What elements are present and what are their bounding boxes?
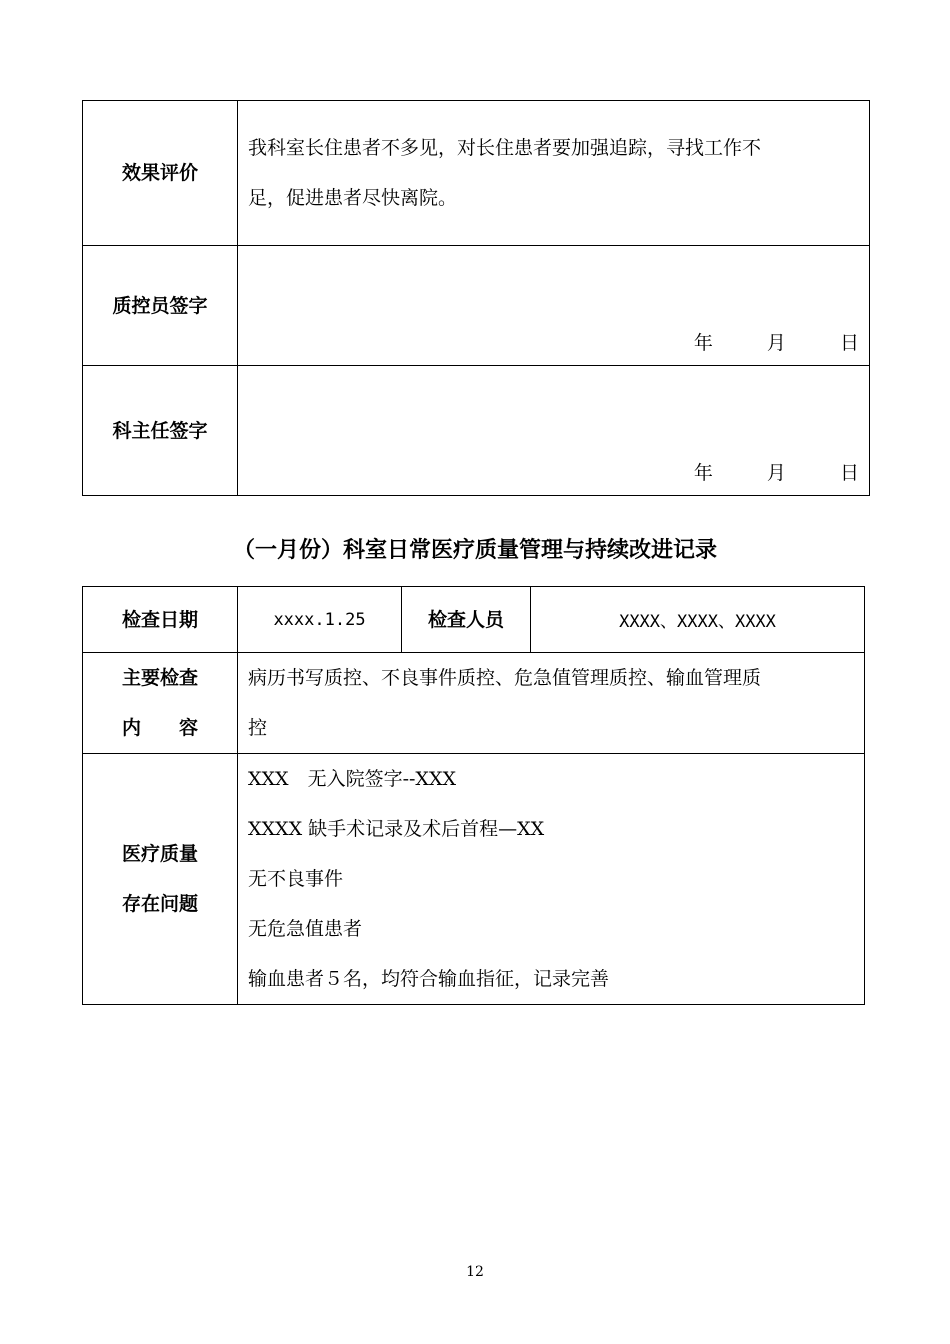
- inspector-label: 检查人员: [402, 587, 531, 653]
- date-day: 日: [839, 332, 859, 354]
- issue-item: XXXX 缺手术记录及术后首程—XX: [248, 818, 545, 840]
- department-head-date: [238, 458, 869, 485]
- main-content-line: 控: [248, 717, 268, 739]
- date-day: 日: [839, 462, 859, 484]
- main-content-line: 病历书写质控、不良事件质控、危急值管理质控、输血管理质: [248, 667, 762, 689]
- date-month: 月: [766, 462, 786, 484]
- effect-evaluation-content: [238, 101, 870, 246]
- check-date-label: 检查日期: [83, 587, 238, 653]
- qc-officer-signature-cell: [238, 246, 870, 366]
- record-title: （一月份）科室日常医疗质量管理与持续改进记录: [232, 538, 717, 563]
- qc-officer-date: [238, 328, 869, 355]
- issues-label-line: 医疗质量: [121, 843, 198, 865]
- main-content-value: [238, 653, 865, 754]
- department-head-signature-label: 科主任签字: [83, 366, 238, 496]
- issue-item: 无危急值患者: [248, 918, 363, 940]
- main-content-label-line: 内 容: [121, 717, 198, 739]
- main-content-label: [83, 653, 238, 754]
- issue-item: 无不良事件: [248, 868, 344, 890]
- date-year: 年: [693, 332, 713, 354]
- quality-record-table: [82, 586, 865, 1005]
- issues-content: [238, 754, 865, 1005]
- check-date-value: xxxx.1.25: [238, 587, 402, 653]
- date-year: 年: [693, 462, 713, 484]
- evaluation-table: [82, 100, 870, 496]
- issue-item: 输血患者５名，均符合输血指征，记录完善: [248, 968, 610, 990]
- department-head-signature-cell: [238, 366, 870, 496]
- issues-label: [83, 754, 238, 1005]
- inspector-value: XXXX、XXXX、XXXX: [531, 587, 865, 653]
- issues-label-line: 存在问题: [121, 893, 198, 915]
- main-content-label-line: 主要检查: [121, 667, 198, 689]
- qc-officer-signature-label: 质控员签字: [83, 246, 238, 366]
- page-number: 12: [466, 1264, 484, 1280]
- effect-evaluation-line: 我科室长住患者不多见，对长住患者要加强追踪，寻找工作不: [248, 137, 762, 159]
- date-month: 月: [766, 332, 786, 354]
- effect-evaluation-label: 效果评价: [83, 101, 238, 246]
- issue-item: XXX 无入院签字--XXX: [248, 768, 456, 790]
- effect-evaluation-line: 足，促进患者尽快离院。: [248, 187, 458, 209]
